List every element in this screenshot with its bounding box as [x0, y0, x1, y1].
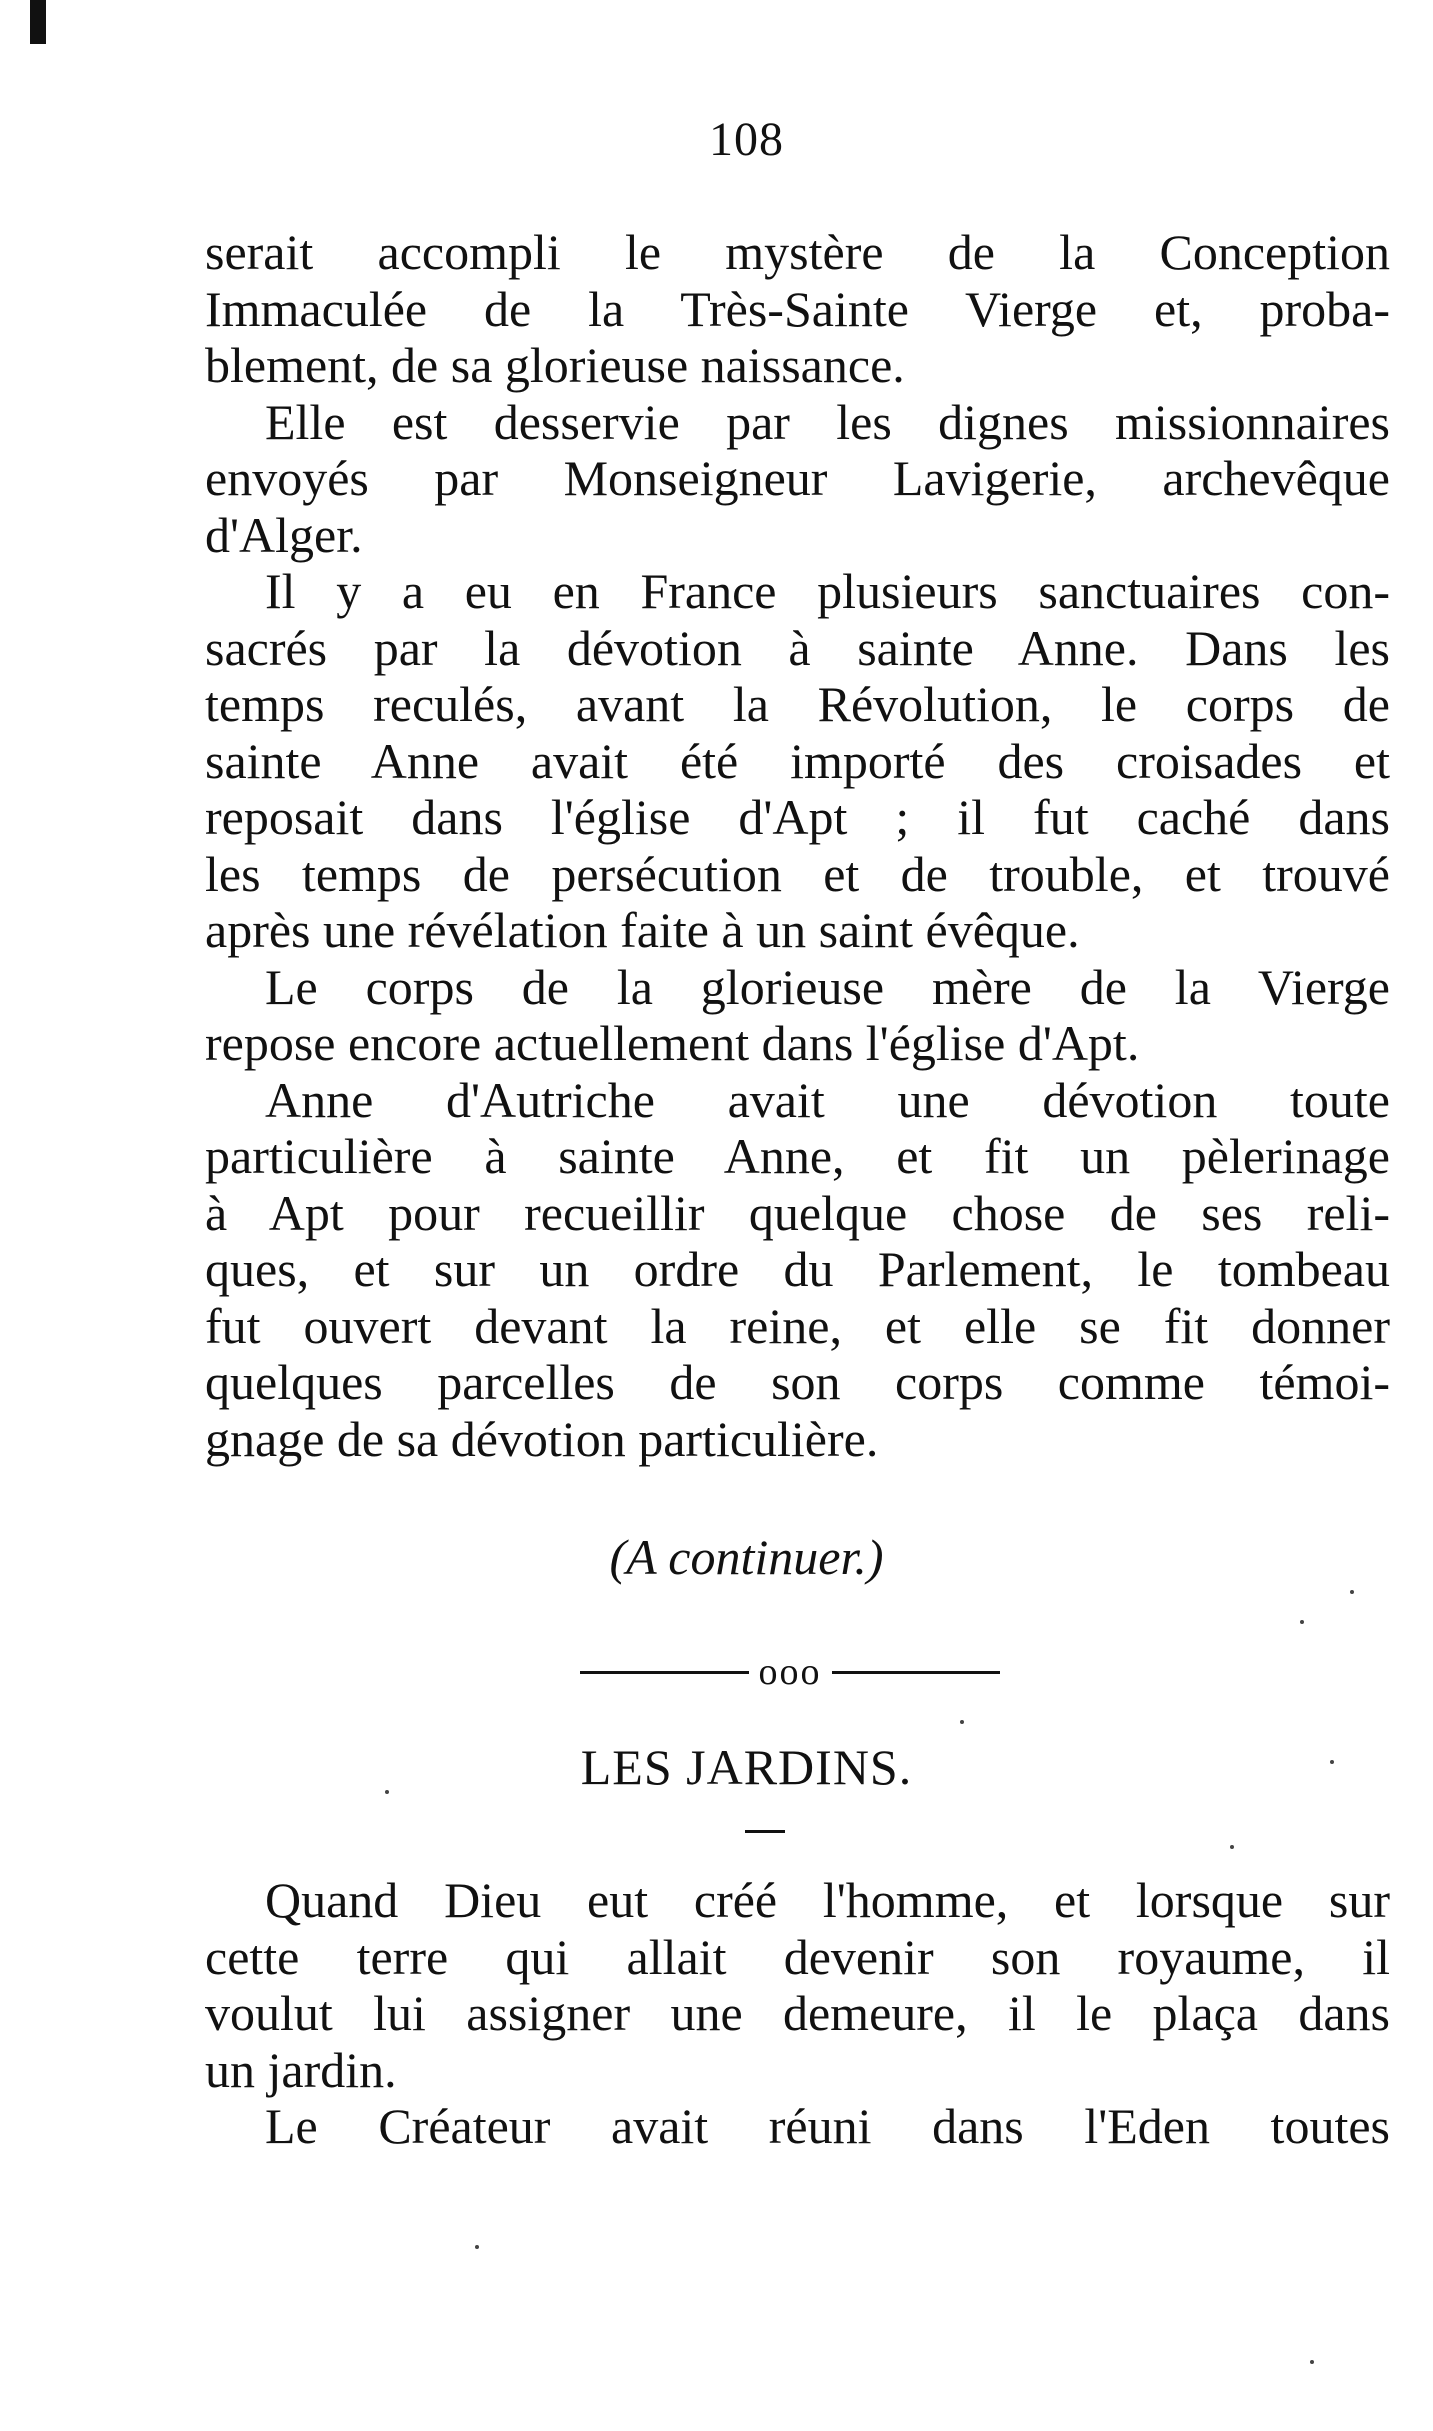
separator-rule — [832, 1671, 1001, 1674]
text-line: après une révélation faite à un saint évêque. — [205, 902, 1080, 958]
text-line: ques, et sur un ordre du Parlement, le tombeau — [205, 1241, 1390, 1297]
paragraph — [205, 1072, 1390, 1468]
text-line: repose encore actuellement dans l'église d'Apt. — [205, 1015, 1140, 1071]
paragraph — [205, 2098, 1390, 2155]
text-line: Anne d'Autriche avait une dévotion toute — [265, 1071, 1390, 1128]
scan-speck — [1330, 1760, 1334, 1764]
scan-speck — [1350, 1590, 1354, 1594]
text-line: Immaculée de la Très-Sainte Vierge et, proba- — [205, 280, 1390, 337]
paragraph — [205, 224, 1390, 394]
scan-speck — [475, 2245, 479, 2249]
text-line: particulière à sainte Anne, et fit un pèlerinage — [205, 1128, 1390, 1184]
text-line: Il y a eu en France plusieurs sanctuaires con- — [265, 563, 1390, 619]
scan-speck — [1230, 1845, 1234, 1849]
scan-speck — [385, 1790, 389, 1794]
text-line: envoyés par Monseigneur Lavigerie, archevêque — [205, 450, 1390, 506]
text-line: un jardin. — [205, 2041, 397, 2098]
continuation-note: (A continuer.) — [609, 1529, 884, 1585]
scan-speck — [960, 1720, 964, 1724]
paragraph — [205, 959, 1390, 1072]
title-rule — [745, 1830, 785, 1833]
text-line: sainte Anne avait été importé des croisades et — [205, 732, 1390, 789]
paragraph — [205, 394, 1390, 564]
paragraph — [205, 1872, 1390, 2098]
text-line: quelques parcelles de son corps comme témoi- — [205, 1354, 1390, 1410]
text-line: fut ouvert devant la reine, et elle se fit donner — [205, 1297, 1390, 1354]
text-line: voulut lui assigner une demeure, il le plaça dans — [205, 1985, 1390, 2041]
text-line: blement, de sa glorieuse naissance. — [205, 337, 905, 393]
paragraph — [205, 563, 1390, 959]
text-line: à Apt pour recueillir quelque chose de ses reli- — [205, 1184, 1390, 1241]
text-line: cette terre qui allait devenir son royaume, il — [205, 1928, 1390, 1985]
separator-text: ooo — [758, 1651, 822, 1693]
section-title: LES JARDINS. — [580, 1739, 913, 1795]
section-separator — [580, 1652, 1000, 1692]
text-line: les temps de persécution et de trouble, et trouvé — [205, 845, 1390, 902]
text-line: Le Créateur avait réuni dans l'Eden toutes — [265, 2098, 1390, 2154]
text-line: d'Alger. — [205, 506, 363, 563]
section-text-block — [205, 1872, 1390, 2155]
scan-speck — [1300, 1620, 1304, 1624]
margin-mark — [30, 0, 46, 44]
text-line: temps reculés, avant la Révolution, le corps de — [205, 676, 1390, 732]
text-line: Elle est desservie par les dignes missionnaires — [265, 393, 1390, 450]
separator-rule — [580, 1671, 749, 1674]
main-text-block — [205, 224, 1390, 1467]
text-line: Quand Dieu eut créé l'homme, et lorsque sur — [265, 1872, 1390, 1928]
text-line: Le corps de la glorieuse mère de la Vierge — [265, 958, 1390, 1015]
page-number: 108 — [709, 113, 784, 166]
text-line: reposait dans l'église d'Apt ; il fut caché dans — [205, 789, 1390, 845]
scan-speck — [1310, 2360, 1314, 2364]
text-line: serait accompli le mystère de la Conception — [205, 224, 1390, 280]
text-line: sacrés par la dévotion à sainte Anne. Dans les — [205, 619, 1390, 676]
text-line: gnage de sa dévotion particulière. — [205, 1410, 879, 1467]
